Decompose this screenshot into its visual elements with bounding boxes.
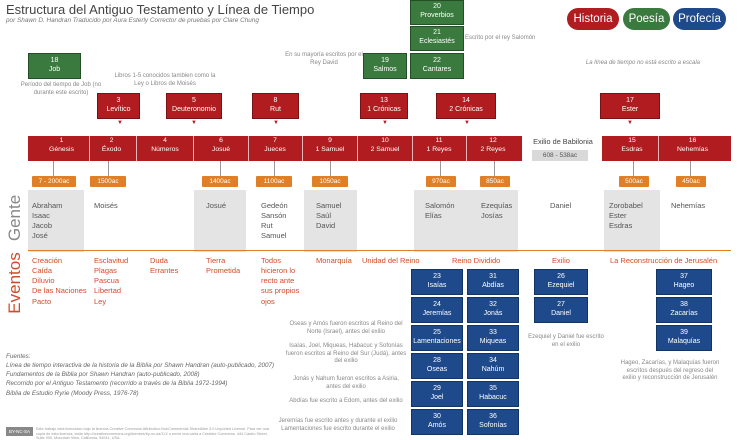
book-sofonias: 36 Sofonías (467, 409, 519, 435)
prophet-note: Abdías fue escrito a Edom, antes del exilio (289, 398, 403, 404)
book-name: Proverbios (420, 11, 454, 19)
book-ezequiel: 26 Ezequiel (534, 269, 588, 295)
book-name: Rut (270, 105, 281, 113)
sources (6, 352, 274, 398)
timeline-book: 10 2 Samuel (370, 137, 400, 153)
book-num: 18 (50, 57, 59, 64)
sources-title: Fuentes: (6, 353, 31, 360)
lane-label-eventos: Eventos (5, 252, 24, 314)
book-deuteronomio (166, 93, 222, 119)
book-name: Deuteronomio (172, 105, 216, 113)
timeline-book: 9 1 Samuel (315, 137, 345, 153)
date-tag: 1050ac (312, 176, 348, 187)
people-cell: Ezequías Josías (481, 201, 513, 221)
event-cell: Unidad del Reino (362, 256, 420, 265)
book-num: 17 (626, 97, 634, 104)
prophet-note: Jeremías fue escrito antes y durante el exilio Lamentaciones fue escrito durante el exilio (278, 418, 398, 432)
book-2-cronicas (436, 93, 496, 119)
event-cell: Todos hicieron lo recto ante sus propios ojos (261, 256, 300, 306)
book-jonas: 32 Jonás (467, 297, 519, 323)
book-levitico (97, 93, 140, 119)
book-num: 3 (116, 97, 121, 104)
timeline-book: 16 Nehemías (677, 137, 708, 153)
date-tag: 450ac (676, 176, 706, 187)
note-david: En su mayoría escritos por el Rey David (285, 52, 363, 66)
event-cell: Reino Dividido (452, 256, 501, 265)
book-job (28, 53, 81, 79)
lane-label-gente: Gente (5, 194, 24, 242)
book-num: 8 (273, 97, 278, 104)
arrow-down-icon: ▼ (382, 120, 388, 126)
book-miqueas: 33 Miqueas (467, 325, 519, 351)
exile-dates: 608 - 538ac (532, 150, 588, 161)
timeline-book: 7 Jueces (264, 137, 286, 153)
book-zacarias: 38 Zacarías (656, 297, 712, 323)
book-name: Cantares (422, 65, 452, 73)
event-cell: La Reconstrucción de Jerusalén (610, 256, 718, 265)
book-num: 19 (381, 57, 389, 64)
people-cell: Josué (206, 201, 227, 210)
book-1-cronicas (360, 93, 408, 119)
arrow-down-icon: ▼ (273, 120, 279, 126)
date-tag: 1100ac (256, 176, 292, 187)
book-daniel: 27 Daniel (534, 297, 588, 323)
event-cell: Esclavitud Plagas Pascua Libertad Ley (94, 256, 129, 306)
date-tag: 970ac (426, 176, 456, 187)
people-cell: Moisés (94, 201, 118, 210)
date-tag: 1400ac (202, 176, 238, 187)
prophet-note: Jonás y Nahum fueron escritos a Asiria, antes del exilio (293, 376, 399, 390)
timeline-book: 6 Josué (211, 137, 231, 153)
book-malaquias: 39 Malaquías (656, 325, 712, 351)
book-habacuc: 35 Habacuc (467, 381, 519, 407)
prophet-note: Isaías, Joel, Miqueas, Habacuc y Sofonías fueron escritos al Reino del Sur (Judá), antes del exilio (285, 343, 407, 364)
book-name: Salmos (373, 65, 397, 73)
book-num: 20 (433, 3, 441, 10)
book-name: 1 Crónicas (367, 105, 401, 113)
book-name: Eclesiastés (419, 37, 455, 45)
note-post-exilio: Hageo, Zacarías, y Malaquías fueron escritos después del regreso del exilio y reconstrucción de Jerusalén (620, 360, 720, 381)
people-cell: Daniel (550, 201, 572, 210)
book-num: 5 (192, 97, 196, 104)
people-cell: Gedeón Sansón Rut Samuel (261, 201, 288, 241)
book-num: 21 (433, 29, 441, 36)
lane-divider (28, 250, 731, 251)
book-jeremias: 24 Jeremías (411, 297, 463, 323)
book-name: 2 Crónicas (449, 105, 483, 113)
people-cell: Samuel Saúl David (316, 201, 342, 231)
book-abdias: 31 Abdías (467, 269, 519, 295)
arrow-down-icon: ▼ (117, 120, 123, 126)
book-num: 13 (380, 97, 388, 104)
page-title: Estructura del Antiguo Testamento y Línea de Tiempo (6, 2, 315, 17)
book-ester (600, 93, 660, 119)
date-tag: 7 - 2000ac (32, 176, 76, 187)
date-tag: 850ac (480, 176, 510, 187)
book-isaias: 23 Isaías (411, 269, 463, 295)
book-salmos (363, 53, 407, 79)
timeline-book: 1 Génesis (49, 137, 74, 153)
people-cell: Salomón Elías (425, 201, 455, 221)
legend-historia: Historia (567, 8, 619, 30)
timeline-book: 2 Éxodo (101, 137, 122, 153)
legend-poesia: Poesía (623, 8, 670, 30)
event-cell: Tierra Prometida (206, 256, 241, 276)
book-lamentaciones: 25 Lamentaciones (411, 325, 463, 351)
people-cell: Abraham Isaac Jacob José (32, 201, 63, 241)
book-hageo: 37 Hageo (656, 269, 712, 295)
exile-label: Exilio de Babilonia (533, 137, 593, 146)
note-moises: Libros 1-5 conocidos tambien como la Ley o Libros de Moisés (114, 73, 216, 87)
book-oseas: 28 Oseas (411, 353, 463, 379)
event-cell: Monarquía (316, 256, 352, 265)
timeline-book: 15 Esdras (621, 137, 643, 153)
timeline-book: 12 2 Reyes (480, 137, 506, 153)
cc-license-icon: BY-NC-SA (6, 427, 33, 436)
people-cell: Nehemías (671, 201, 706, 210)
people-cell: Zorobabel Ester Esdras (609, 201, 643, 231)
arrow-down-icon: ▼ (627, 120, 633, 126)
book-name: Levítico (106, 105, 131, 113)
source-line: Recorrido por el Antiguo Testamento (recorrido a través de la Biblia 1972-1994) (6, 380, 228, 388)
date-tag: 1500ac (90, 176, 126, 187)
arrow-down-icon: ▼ (464, 120, 470, 126)
event-cell: Creación Caída Diluvio De las Naciones Pacto (32, 256, 87, 306)
note-escala: La línea de tiempo no está escrito a escala (585, 60, 700, 66)
book-amos: 30 Amós (411, 409, 463, 435)
note-salomon: Escrito por el rey Salomón (465, 35, 536, 41)
event-cell: Duda Errantes (150, 256, 179, 276)
prophet-note: Oseas y Amós fueron escritos al Reino del Norte (Israel), antes del exilio (289, 321, 403, 335)
byline: por Shawn D. Handran Traducido por Aura Esterly Corrector de pruebas por Clare Chung (6, 17, 259, 24)
book-joel: 29 Joel (411, 381, 463, 407)
book-cantares (410, 53, 464, 79)
source-line: Biblia de Estudio Ryrie (Moody Press, 1976-78) (6, 389, 139, 397)
legend-profecia: Profecía (673, 8, 726, 30)
book-name: Job (48, 65, 61, 73)
event-cell: Exilio (552, 256, 570, 265)
book-num: 14 (462, 97, 470, 104)
note-job: Período del tiempo de Job (no durante este escrito) (20, 82, 102, 96)
note-ezequiel-daniel: Ezequiel y Daniel fue escrito en el exilio (528, 334, 604, 348)
book-name: Ester (621, 105, 639, 113)
source-line: Línea de tiempo interactiva de la historia de la Biblia por Shawn Handran (auto-publicado, 2007) (6, 362, 275, 370)
license-text: Este trabajo está licenciado bajo la licencia Creative Commons Attribution-NonCommercial-ShareAlike 3.0 Unported License. Para ver una copia de esta licencia, visite http://creativecommons.org/licenses/by-nc-sa/3.0/ o envíe una carta a Creative Commons, 444 Castro Street, Suite 900, Mountain View, California, 94041, USA. (36, 427, 269, 440)
book-num: 22 (433, 57, 441, 64)
timeline-book: 4 Números (151, 137, 179, 153)
timeline-book: 11 1 Reyes (426, 137, 452, 153)
book-nahum: 34 Nahúm (467, 353, 519, 379)
arrow-down-icon: ▼ (191, 120, 197, 126)
book-rut (252, 93, 299, 119)
book-proverbios (410, 0, 464, 25)
book-eclesiastes (410, 26, 464, 51)
source-line: Fundamentos de la Biblia por Shawn Handran (auto-publicado, 2008) (6, 371, 200, 379)
date-tag: 500ac (619, 176, 649, 187)
